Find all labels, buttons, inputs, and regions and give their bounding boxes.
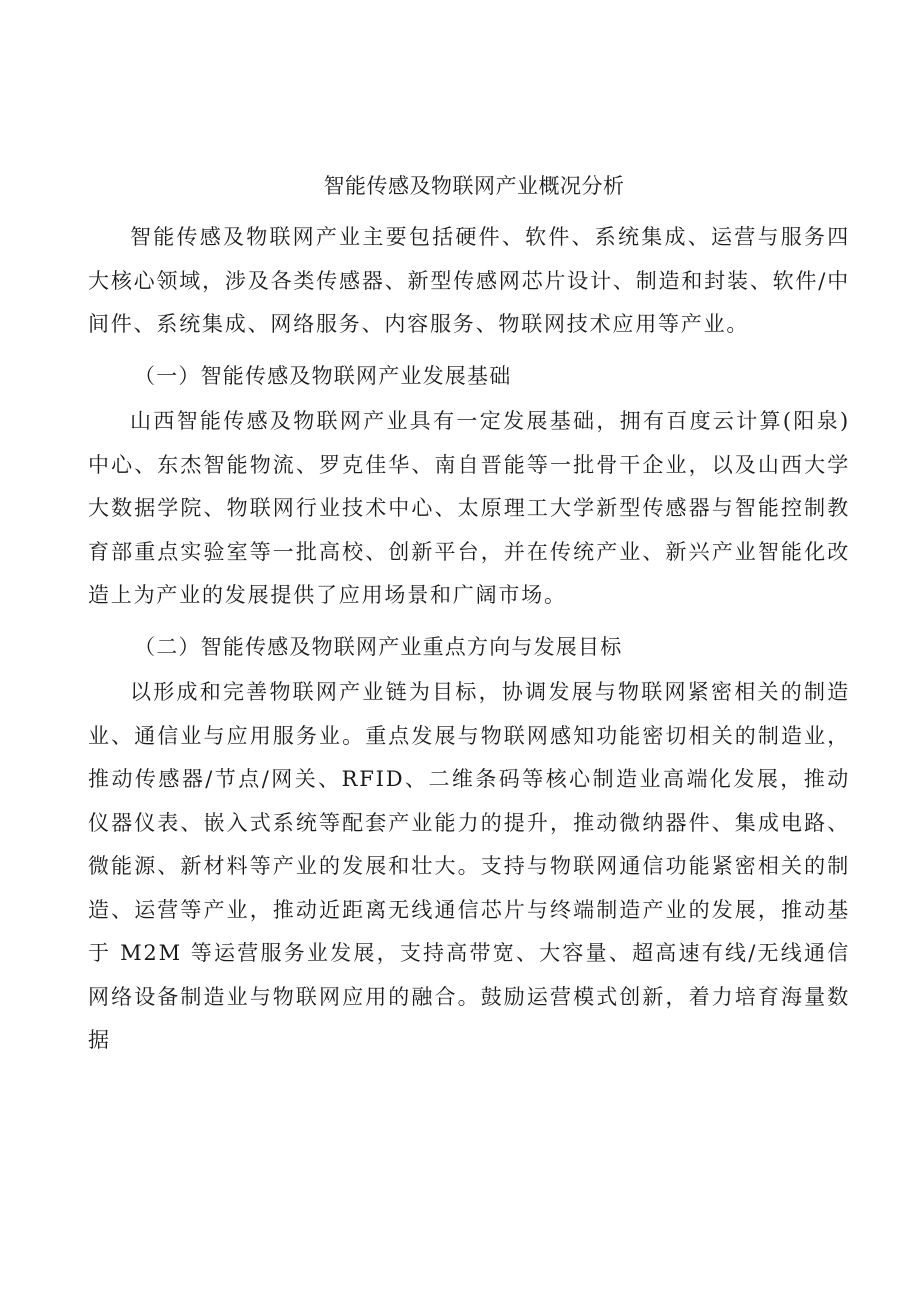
page-title: 智能传感及物联网产业概况分析	[323, 174, 625, 198]
intro-paragraph: 智能传感及物联网产业主要包括硬件、软件、系统集成、运营与服务四大核心领域，涉及各类传感器、新型传感网芯片设计、制造和封装、软件/中间件、系统集成、网络服务、内容服务、物联网技术应用等产业。	[88, 225, 850, 336]
section-body-2: 以形成和完善物联网产业链为目标，协调发展与物联网紧密相关的制造业、通信业与应用服务业。重点发展与物联网感知功能密切相关的制造业，推动传感器/节点/网关、RFID、二维条码等核心制造业高端化发展，推动仪器仪表、嵌入式系统等配套产业能力的提升，推动微纳器件、集成电路、微能源、新材料等产业的发展和壮大。支持与物联网通信功能紧密相关的制造、运营等产业，推动近距离无线通信芯片与终端制造产业的发展，推动基于 M2M 等运营服务业发展，支持高带宽、大容量、超高速有线/无线通信网络设备制造业与物联网应用的融合。鼓励运营模式创新，着力培育海量数据	[88, 680, 850, 1052]
section-heading-1: （一）智能传感及物联网产业发展基础	[134, 363, 512, 388]
section-body-1: 山西智能传感及物联网产业具有一定发展基础，拥有百度云计算(阳泉)中心、东杰智能物流、罗克佳华、南自晋能等一批骨干企业，以及山西大学大数据学院、物联网行业技术中心、太原理工大学新型传感器与智能控制教育部重点实验室等一批高校、创新平台，并在传统产业、新兴产业智能化改造上为产业的发展提供了应用场景和广阔市场。	[88, 409, 850, 607]
section-heading-2: （二）智能传感及物联网产业重点方向与发展目标	[134, 634, 623, 659]
